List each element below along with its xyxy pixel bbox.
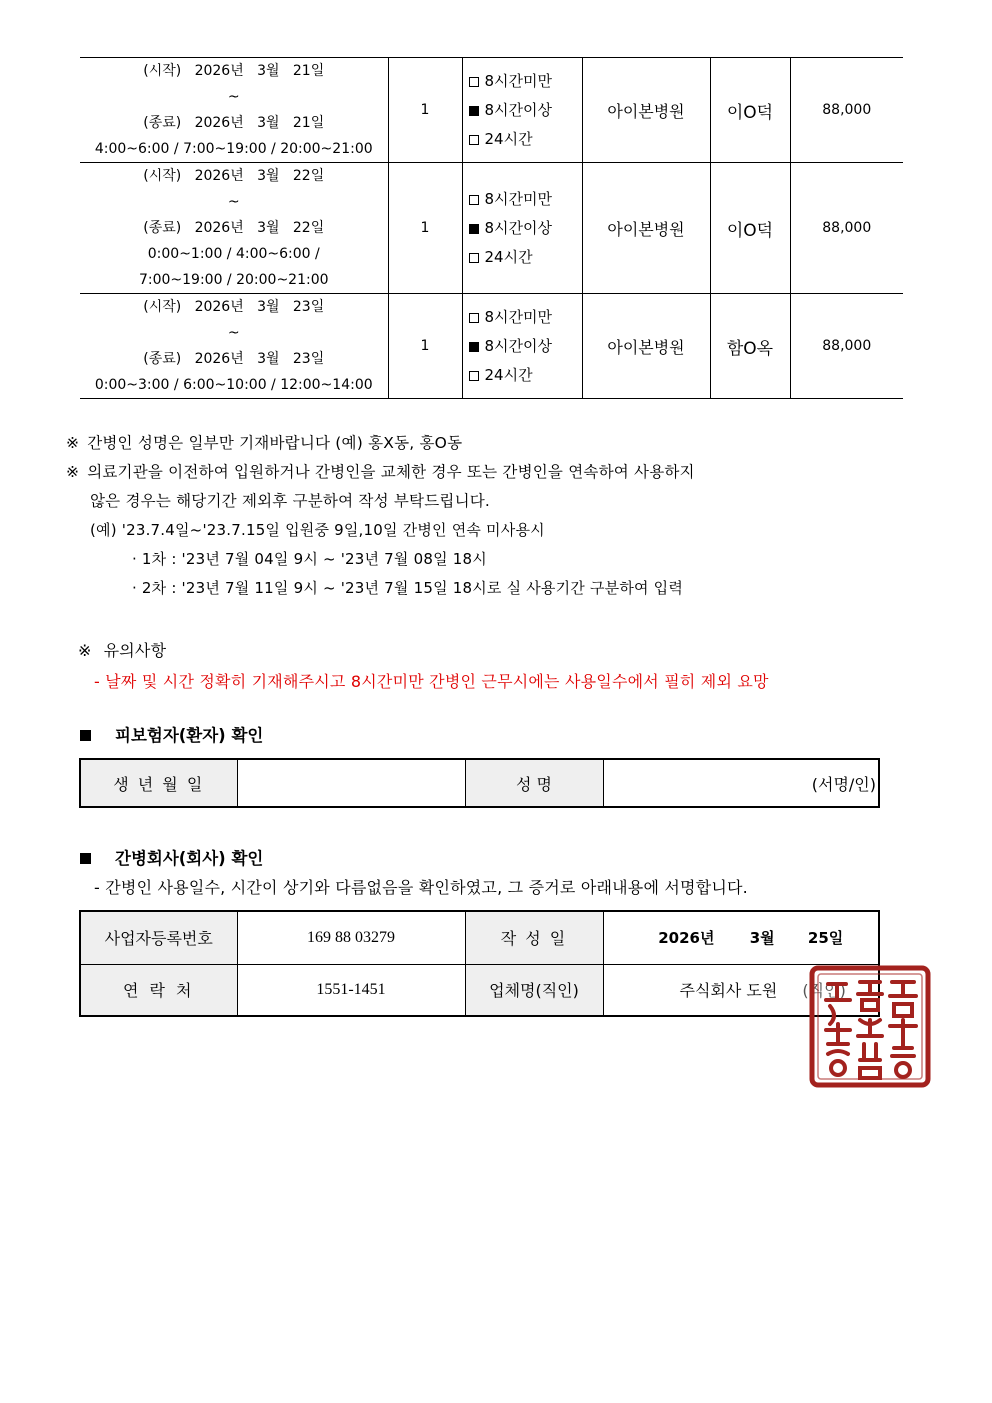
hospital-name: 아이본병원 bbox=[582, 163, 710, 294]
reg-number-label: 사업자등록번호 bbox=[80, 911, 237, 964]
care-type-option[interactable] bbox=[469, 214, 582, 243]
checked-box-icon[interactable] bbox=[469, 342, 479, 352]
usage-row bbox=[80, 294, 903, 399]
date-label: 작 성 일 bbox=[465, 911, 603, 964]
care-type-label: 8시간이상 bbox=[484, 100, 553, 119]
care-type-options bbox=[462, 58, 582, 163]
unchecked-box-icon[interactable] bbox=[469, 135, 479, 145]
company-section-title: 간병회사(회사) 확인 bbox=[80, 845, 263, 869]
hospital-name: 아이본병원 bbox=[582, 294, 710, 399]
company-table bbox=[79, 910, 880, 1017]
unchecked-box-icon[interactable] bbox=[469, 77, 479, 87]
care-type-options bbox=[462, 163, 582, 294]
contact-label: 연 락 처 bbox=[80, 964, 237, 1016]
care-type-option[interactable] bbox=[469, 125, 582, 154]
note-example-1: · 1차 : '23년 7월 04일 9시 ~ '23년 7월 08일 18시 bbox=[132, 550, 487, 568]
birth-label: 생 년 월 일 bbox=[80, 759, 237, 807]
period-tilde: ~ bbox=[227, 89, 240, 105]
care-type-label: 8시간이상 bbox=[484, 218, 553, 237]
usage-amount: 88,000 bbox=[790, 58, 903, 163]
reg-number-value: 169 88 03279 bbox=[237, 911, 465, 964]
caregiver-name: 함O옥 bbox=[710, 294, 790, 399]
period-end: (종료) 2026년 3월 21일 bbox=[143, 115, 325, 131]
period-start: (시작) 2026년 3월 23일 bbox=[143, 299, 325, 315]
note-example-2: · 2차 : '23년 7월 11일 9시 ~ '23년 7월 15일 18시로 실 사용기간 구분하여 입력 bbox=[132, 579, 684, 597]
care-type-label: 24시간 bbox=[484, 365, 533, 384]
company-name-label: 업체명(직인) bbox=[465, 964, 603, 1016]
sign-label: (서명/인) bbox=[811, 774, 876, 794]
company-seal-stamp bbox=[808, 964, 932, 1089]
usage-days: 1 bbox=[388, 163, 462, 294]
care-type-label: 8시간이상 bbox=[484, 336, 553, 355]
patient-table bbox=[79, 758, 880, 808]
period-tilde: ~ bbox=[227, 194, 240, 210]
period-end: (종료) 2026년 3월 22일 bbox=[143, 220, 325, 236]
period-start: (시작) 2026년 3월 22일 bbox=[143, 168, 325, 184]
contact-value: 1551-1451 bbox=[237, 964, 465, 1016]
caution-text: - 날짜 및 시간 정확히 기재해주시고 8시간미만 간병인 근무시에는 사용일수에서 필히 제외 요망 bbox=[94, 672, 769, 691]
care-type-label: 24시간 bbox=[484, 247, 533, 266]
period-times: 0:00~1:00 / 4:00~6:00 / bbox=[147, 246, 320, 262]
unchecked-box-icon[interactable] bbox=[469, 195, 479, 205]
caregiver-name: 이O덕 bbox=[710, 163, 790, 294]
care-type-label: 8시간미만 bbox=[484, 71, 553, 90]
usage-period bbox=[80, 58, 388, 163]
period-times: 7:00~19:00 / 20:00~21:00 bbox=[138, 272, 329, 288]
patient-section-title: 피보험자(환자) 확인 bbox=[80, 722, 263, 746]
section-square-icon bbox=[80, 853, 91, 864]
name-label: 성 명 bbox=[465, 759, 603, 807]
care-type-label: 8시간미만 bbox=[484, 189, 553, 208]
checked-box-icon[interactable] bbox=[469, 106, 479, 116]
unchecked-box-icon[interactable] bbox=[469, 371, 479, 381]
note-example: (예) '23.7.4일~'23.7.15일 입원중 9일,10일 간병인 연속 미사용시 bbox=[90, 521, 545, 539]
care-type-option[interactable] bbox=[469, 96, 582, 125]
care-type-option[interactable] bbox=[469, 185, 582, 214]
usage-period bbox=[80, 163, 388, 294]
company-name-value: 주식회사 도원 (직인) bbox=[603, 964, 879, 1016]
usage-period bbox=[80, 294, 388, 399]
patient-sign-field[interactable] bbox=[603, 759, 879, 807]
usage-amount: 88,000 bbox=[790, 163, 903, 294]
unchecked-box-icon[interactable] bbox=[469, 253, 479, 263]
care-type-option[interactable] bbox=[469, 67, 582, 96]
usage-days: 1 bbox=[388, 58, 462, 163]
care-type-options bbox=[462, 294, 582, 399]
caregiver-name: 이O덕 bbox=[710, 58, 790, 163]
period-end: (종료) 2026년 3월 23일 bbox=[143, 351, 325, 367]
care-type-label: 8시간미만 bbox=[484, 307, 553, 326]
care-usage-table bbox=[80, 57, 903, 399]
usage-row bbox=[80, 163, 903, 294]
care-type-option[interactable] bbox=[469, 303, 582, 332]
birth-field[interactable] bbox=[237, 759, 465, 807]
period-times: 0:00~3:00 / 6:00~10:00 / 12:00~14:00 bbox=[94, 377, 373, 393]
usage-days: 1 bbox=[388, 294, 462, 399]
care-type-option[interactable] bbox=[469, 243, 582, 272]
usage-row bbox=[80, 58, 903, 163]
section-square-icon bbox=[80, 730, 91, 741]
caution-title: ※ 유의사항 bbox=[78, 641, 167, 660]
care-type-option[interactable] bbox=[469, 361, 582, 390]
care-type-option[interactable] bbox=[469, 332, 582, 361]
note-3: 않은 경우는 해당기간 제외후 구분하여 작성 부탁드립니다. bbox=[90, 492, 491, 510]
period-times: 4:00~6:00 / 7:00~19:00 / 20:00~21:00 bbox=[94, 141, 373, 157]
hospital-name: 아이본병원 bbox=[582, 58, 710, 163]
care-type-label: 24시간 bbox=[484, 129, 533, 148]
period-tilde: ~ bbox=[227, 325, 240, 341]
usage-amount: 88,000 bbox=[790, 294, 903, 399]
period-start: (시작) 2026년 3월 21일 bbox=[143, 63, 325, 79]
company-statement: - 간병인 사용일수, 시간이 상기와 다름없음을 확인하였고, 그 증거로 아래내용에 서명합니다. bbox=[94, 878, 748, 897]
note-1: ※ 간병인 성명은 일부만 기재바랍니다 (예) 홍X동, 홍O동 bbox=[66, 434, 463, 452]
unchecked-box-icon[interactable] bbox=[469, 313, 479, 323]
checked-box-icon[interactable] bbox=[469, 224, 479, 234]
date-value: 2026년 3월 25일 bbox=[603, 911, 879, 964]
note-2: ※ 의료기관을 이전하여 입원하거나 간병인을 교체한 경우 또는 간병인을 연속하여 사용하지 bbox=[66, 463, 695, 481]
